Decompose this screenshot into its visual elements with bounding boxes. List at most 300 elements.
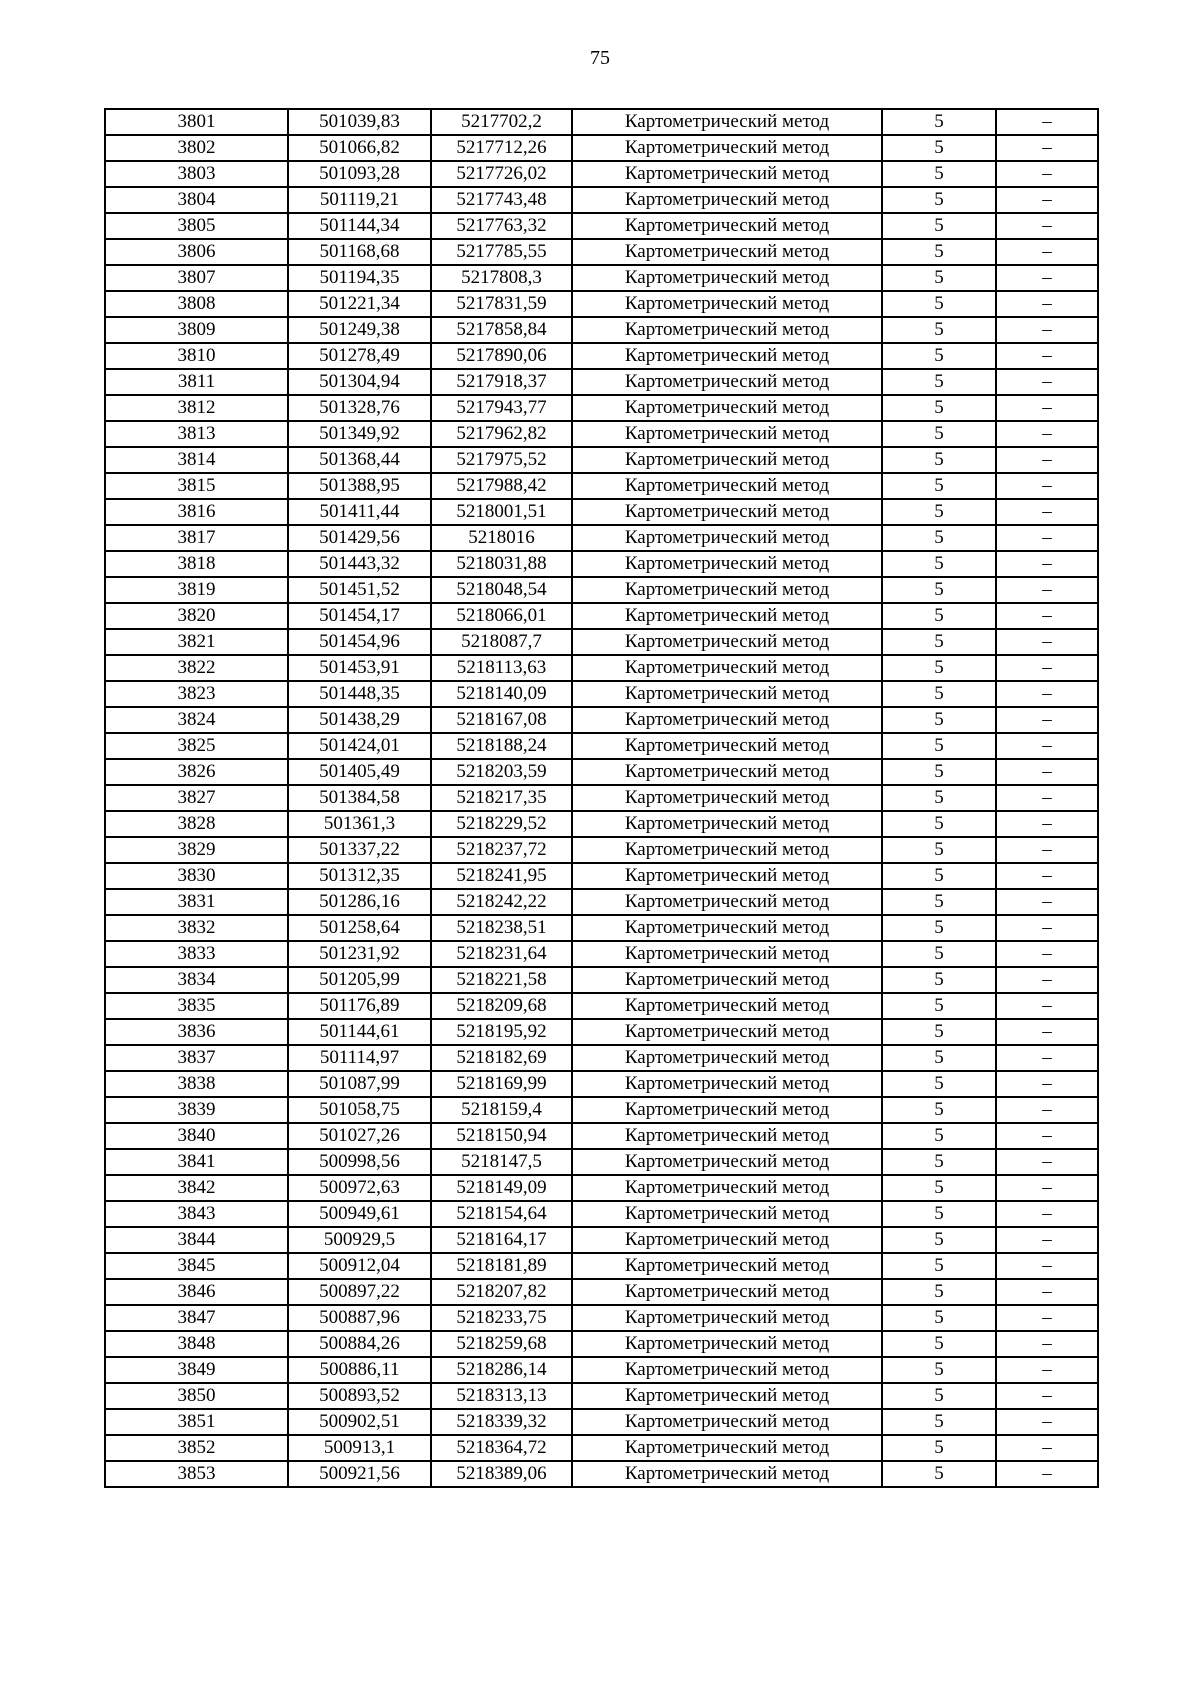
cell-y: 5218238,51 [431, 915, 572, 941]
cell-point: 3831 [105, 889, 288, 915]
cell-point: 3809 [105, 317, 288, 343]
cell-point: 3847 [105, 1305, 288, 1331]
cell-note: – [996, 863, 1098, 889]
cell-note: – [996, 1383, 1098, 1409]
cell-note: – [996, 1123, 1098, 1149]
table-row [105, 785, 1098, 811]
cell-method: Картометрический метод [572, 967, 882, 993]
cell-point: 3846 [105, 1279, 288, 1305]
cell-y: 5218149,09 [431, 1175, 572, 1201]
cell-x: 501454,96 [288, 629, 431, 655]
cell-note: – [996, 1175, 1098, 1201]
table-row [105, 291, 1098, 317]
cell-point: 3828 [105, 811, 288, 837]
cell-accuracy: 5 [882, 785, 996, 811]
cell-point: 3838 [105, 1071, 288, 1097]
cell-method: Картометрический метод [572, 187, 882, 213]
cell-x: 501221,34 [288, 291, 431, 317]
cell-x: 500893,52 [288, 1383, 431, 1409]
cell-method: Картометрический метод [572, 1409, 882, 1435]
cell-y: 5217918,37 [431, 369, 572, 395]
cell-note: – [996, 629, 1098, 655]
cell-point: 3803 [105, 161, 288, 187]
cell-point: 3833 [105, 941, 288, 967]
table-row [105, 395, 1098, 421]
cell-y: 5217702,2 [431, 109, 572, 135]
cell-method: Картометрический метод [572, 343, 882, 369]
cell-note: – [996, 1409, 1098, 1435]
cell-method: Картометрический метод [572, 1435, 882, 1461]
cell-note: – [996, 967, 1098, 993]
cell-y: 5218147,5 [431, 1149, 572, 1175]
cell-x: 501039,83 [288, 109, 431, 135]
cell-point: 3842 [105, 1175, 288, 1201]
table-row [105, 1357, 1098, 1383]
cell-point: 3807 [105, 265, 288, 291]
cell-accuracy: 5 [882, 707, 996, 733]
cell-method: Картометрический метод [572, 291, 882, 317]
cell-note: – [996, 1253, 1098, 1279]
cell-note: – [996, 317, 1098, 343]
cell-accuracy: 5 [882, 109, 996, 135]
cell-method: Картометрический метод [572, 1279, 882, 1305]
cell-point: 3823 [105, 681, 288, 707]
cell-method: Картометрический метод [572, 1331, 882, 1357]
cell-note: – [996, 187, 1098, 213]
table-row [105, 915, 1098, 941]
table-row [105, 109, 1098, 135]
cell-accuracy: 5 [882, 421, 996, 447]
cell-method: Картометрический метод [572, 1227, 882, 1253]
cell-note: – [996, 1461, 1098, 1487]
cell-note: – [996, 655, 1098, 681]
cell-note: – [996, 1201, 1098, 1227]
cell-method: Картометрический метод [572, 837, 882, 863]
cell-note: – [996, 473, 1098, 499]
cell-accuracy: 5 [882, 915, 996, 941]
cell-y: 5217988,42 [431, 473, 572, 499]
cell-accuracy: 5 [882, 473, 996, 499]
cell-y: 5218181,89 [431, 1253, 572, 1279]
table-row [105, 993, 1098, 1019]
cell-y: 5217975,52 [431, 447, 572, 473]
cell-y: 5218242,22 [431, 889, 572, 915]
table-row [105, 707, 1098, 733]
table-row [105, 1253, 1098, 1279]
cell-point: 3848 [105, 1331, 288, 1357]
cell-accuracy: 5 [882, 577, 996, 603]
cell-y: 5218241,95 [431, 863, 572, 889]
cell-x: 501337,22 [288, 837, 431, 863]
cell-x: 501429,56 [288, 525, 431, 551]
cell-point: 3815 [105, 473, 288, 499]
cell-y: 5218286,14 [431, 1357, 572, 1383]
cell-note: – [996, 603, 1098, 629]
cell-accuracy: 5 [882, 1279, 996, 1305]
cell-method: Картометрический метод [572, 1357, 882, 1383]
cell-method: Картометрический метод [572, 1149, 882, 1175]
cell-y: 5218048,54 [431, 577, 572, 603]
table-row [105, 1305, 1098, 1331]
cell-point: 3820 [105, 603, 288, 629]
cell-y: 5218154,64 [431, 1201, 572, 1227]
cell-accuracy: 5 [882, 759, 996, 785]
table-row [105, 1409, 1098, 1435]
cell-note: – [996, 421, 1098, 447]
table-row [105, 1227, 1098, 1253]
cell-accuracy: 5 [882, 291, 996, 317]
cell-y: 5217831,59 [431, 291, 572, 317]
cell-method: Картометрический метод [572, 1071, 882, 1097]
cell-x: 501144,61 [288, 1019, 431, 1045]
cell-accuracy: 5 [882, 1149, 996, 1175]
cell-note: – [996, 551, 1098, 577]
cell-note: – [996, 1305, 1098, 1331]
cell-x: 501368,44 [288, 447, 431, 473]
cell-point: 3805 [105, 213, 288, 239]
cell-method: Картометрический метод [572, 1383, 882, 1409]
cell-accuracy: 5 [882, 525, 996, 551]
cell-x: 501453,91 [288, 655, 431, 681]
cell-method: Картометрический метод [572, 811, 882, 837]
cell-point: 3826 [105, 759, 288, 785]
cell-method: Картометрический метод [572, 915, 882, 941]
cell-accuracy: 5 [882, 135, 996, 161]
table-row [105, 1383, 1098, 1409]
cell-point: 3853 [105, 1461, 288, 1487]
cell-note: – [996, 577, 1098, 603]
table-row [105, 499, 1098, 525]
cell-x: 501205,99 [288, 967, 431, 993]
cell-point: 3852 [105, 1435, 288, 1461]
cell-point: 3819 [105, 577, 288, 603]
cell-accuracy: 5 [882, 187, 996, 213]
cell-point: 3804 [105, 187, 288, 213]
cell-point: 3845 [105, 1253, 288, 1279]
cell-y: 5217743,48 [431, 187, 572, 213]
cell-method: Картометрический метод [572, 655, 882, 681]
table-row [105, 421, 1098, 447]
cell-y: 5218209,68 [431, 993, 572, 1019]
cell-y: 5217726,02 [431, 161, 572, 187]
table-row [105, 343, 1098, 369]
cell-note: – [996, 759, 1098, 785]
cell-accuracy: 5 [882, 1175, 996, 1201]
cell-note: – [996, 811, 1098, 837]
cell-method: Картометрический метод [572, 525, 882, 551]
cell-method: Картометрический метод [572, 681, 882, 707]
cell-y: 5218169,99 [431, 1071, 572, 1097]
cell-x: 501443,32 [288, 551, 431, 577]
cell-point: 3840 [105, 1123, 288, 1149]
cell-method: Картометрический метод [572, 707, 882, 733]
cell-accuracy: 5 [882, 1409, 996, 1435]
table-row [105, 629, 1098, 655]
cell-x: 501312,35 [288, 863, 431, 889]
cell-y: 5218087,7 [431, 629, 572, 655]
cell-note: – [996, 1097, 1098, 1123]
cell-note: – [996, 707, 1098, 733]
cell-y: 5218313,13 [431, 1383, 572, 1409]
cell-method: Картометрический метод [572, 629, 882, 655]
cell-method: Картометрический метод [572, 161, 882, 187]
cell-point: 3825 [105, 733, 288, 759]
cell-accuracy: 5 [882, 369, 996, 395]
cell-y: 5218150,94 [431, 1123, 572, 1149]
cell-accuracy: 5 [882, 1227, 996, 1253]
table-row [105, 1331, 1098, 1357]
table-row [105, 1175, 1098, 1201]
cell-method: Картометрический метод [572, 135, 882, 161]
cell-point: 3824 [105, 707, 288, 733]
cell-x: 500912,04 [288, 1253, 431, 1279]
cell-point: 3834 [105, 967, 288, 993]
cell-point: 3832 [105, 915, 288, 941]
cell-method: Картометрический метод [572, 759, 882, 785]
cell-point: 3835 [105, 993, 288, 1019]
cell-point: 3830 [105, 863, 288, 889]
cell-method: Картометрический метод [572, 1201, 882, 1227]
table-row [105, 1461, 1098, 1487]
cell-accuracy: 5 [882, 941, 996, 967]
cell-y: 5218140,09 [431, 681, 572, 707]
cell-y: 5218233,75 [431, 1305, 572, 1331]
cell-x: 501058,75 [288, 1097, 431, 1123]
cell-accuracy: 5 [882, 1461, 996, 1487]
table-row [105, 889, 1098, 915]
cell-point: 3850 [105, 1383, 288, 1409]
cell-accuracy: 5 [882, 1253, 996, 1279]
table-row [105, 473, 1098, 499]
table-row [105, 759, 1098, 785]
cell-method: Картометрический метод [572, 317, 882, 343]
cell-accuracy: 5 [882, 447, 996, 473]
cell-x: 501361,3 [288, 811, 431, 837]
table-row [105, 447, 1098, 473]
cell-y: 5218237,72 [431, 837, 572, 863]
cell-x: 501286,16 [288, 889, 431, 915]
table-row [105, 1019, 1098, 1045]
cell-x: 501384,58 [288, 785, 431, 811]
cell-x: 500897,22 [288, 1279, 431, 1305]
cell-note: – [996, 1149, 1098, 1175]
cell-x: 501176,89 [288, 993, 431, 1019]
cell-note: – [996, 785, 1098, 811]
cell-note: – [996, 447, 1098, 473]
cell-note: – [996, 395, 1098, 421]
cell-note: – [996, 291, 1098, 317]
cell-y: 5218339,32 [431, 1409, 572, 1435]
cell-accuracy: 5 [882, 551, 996, 577]
cell-x: 500949,61 [288, 1201, 431, 1227]
cell-note: – [996, 1227, 1098, 1253]
cell-x: 500972,63 [288, 1175, 431, 1201]
cell-x: 500884,26 [288, 1331, 431, 1357]
cell-x: 500921,56 [288, 1461, 431, 1487]
cell-note: – [996, 733, 1098, 759]
cell-y: 5218195,92 [431, 1019, 572, 1045]
cell-note: – [996, 837, 1098, 863]
cell-y: 5218167,08 [431, 707, 572, 733]
cell-method: Картометрический метод [572, 785, 882, 811]
cell-x: 501258,64 [288, 915, 431, 941]
cell-x: 501349,92 [288, 421, 431, 447]
cell-accuracy: 5 [882, 317, 996, 343]
table-row [105, 1123, 1098, 1149]
table-row [105, 1279, 1098, 1305]
cell-method: Картометрический метод [572, 1461, 882, 1487]
cell-y: 5218217,35 [431, 785, 572, 811]
page-number: 75 [590, 47, 610, 69]
cell-point: 3812 [105, 395, 288, 421]
cell-accuracy: 5 [882, 1071, 996, 1097]
table-row [105, 837, 1098, 863]
cell-x: 500887,96 [288, 1305, 431, 1331]
cell-accuracy: 5 [882, 395, 996, 421]
cell-y: 5218207,82 [431, 1279, 572, 1305]
table-row [105, 265, 1098, 291]
table-row [105, 733, 1098, 759]
cell-note: – [996, 239, 1098, 265]
cell-x: 501027,26 [288, 1123, 431, 1149]
cell-x: 501405,49 [288, 759, 431, 785]
cell-accuracy: 5 [882, 1019, 996, 1045]
cell-y: 5218259,68 [431, 1331, 572, 1357]
table-row [105, 811, 1098, 837]
cell-method: Картометрический метод [572, 213, 882, 239]
cell-method: Картометрический метод [572, 603, 882, 629]
table-row [105, 941, 1098, 967]
cell-accuracy: 5 [882, 265, 996, 291]
cell-x: 501304,94 [288, 369, 431, 395]
cell-x: 501168,68 [288, 239, 431, 265]
cell-point: 3841 [105, 1149, 288, 1175]
cell-y: 5218031,88 [431, 551, 572, 577]
cell-y: 5218001,51 [431, 499, 572, 525]
cell-y: 5217858,84 [431, 317, 572, 343]
table-row [105, 135, 1098, 161]
table-row [105, 603, 1098, 629]
cell-y: 5218066,01 [431, 603, 572, 629]
cell-accuracy: 5 [882, 863, 996, 889]
table-row [105, 681, 1098, 707]
cell-x: 501451,52 [288, 577, 431, 603]
table-row [105, 1071, 1098, 1097]
cell-accuracy: 5 [882, 603, 996, 629]
cell-point: 3813 [105, 421, 288, 447]
cell-method: Картометрический метод [572, 1123, 882, 1149]
cell-point: 3817 [105, 525, 288, 551]
cell-method: Картометрический метод [572, 889, 882, 915]
cell-x: 501388,95 [288, 473, 431, 499]
cell-accuracy: 5 [882, 1123, 996, 1149]
cell-note: – [996, 941, 1098, 967]
cell-y: 5218113,63 [431, 655, 572, 681]
cell-accuracy: 5 [882, 1435, 996, 1461]
cell-method: Картометрический метод [572, 369, 882, 395]
cell-accuracy: 5 [882, 811, 996, 837]
cell-accuracy: 5 [882, 733, 996, 759]
cell-method: Картометрический метод [572, 1305, 882, 1331]
table-row [105, 187, 1098, 213]
cell-method: Картометрический метод [572, 109, 882, 135]
cell-x: 501093,28 [288, 161, 431, 187]
cell-y: 5217763,32 [431, 213, 572, 239]
coordinates-table [104, 108, 1099, 1488]
cell-accuracy: 5 [882, 655, 996, 681]
cell-y: 5218016 [431, 525, 572, 551]
table-row [105, 1435, 1098, 1461]
cell-accuracy: 5 [882, 1357, 996, 1383]
cell-point: 3802 [105, 135, 288, 161]
table-row [105, 1097, 1098, 1123]
cell-y: 5218164,17 [431, 1227, 572, 1253]
cell-y: 5218221,58 [431, 967, 572, 993]
table-row [105, 213, 1098, 239]
cell-method: Картометрический метод [572, 1097, 882, 1123]
cell-method: Картометрический метод [572, 473, 882, 499]
cell-note: – [996, 499, 1098, 525]
table-row [105, 317, 1098, 343]
cell-note: – [996, 1045, 1098, 1071]
cell-note: – [996, 265, 1098, 291]
cell-x: 501066,82 [288, 135, 431, 161]
cell-note: – [996, 915, 1098, 941]
cell-y: 5218182,69 [431, 1045, 572, 1071]
cell-x: 501144,34 [288, 213, 431, 239]
cell-x: 501424,01 [288, 733, 431, 759]
cell-x: 501249,38 [288, 317, 431, 343]
cell-method: Картометрический метод [572, 1253, 882, 1279]
cell-method: Картометрический метод [572, 993, 882, 1019]
cell-point: 3821 [105, 629, 288, 655]
cell-method: Картометрический метод [572, 239, 882, 265]
cell-point: 3801 [105, 109, 288, 135]
cell-accuracy: 5 [882, 1331, 996, 1357]
cell-x: 500902,51 [288, 1409, 431, 1435]
cell-note: – [996, 1435, 1098, 1461]
cell-accuracy: 5 [882, 499, 996, 525]
table-row [105, 655, 1098, 681]
cell-note: – [996, 369, 1098, 395]
cell-note: – [996, 1279, 1098, 1305]
cell-method: Картометрический метод [572, 577, 882, 603]
cell-note: – [996, 135, 1098, 161]
cell-y: 5217890,06 [431, 343, 572, 369]
cell-accuracy: 5 [882, 1201, 996, 1227]
cell-y: 5217785,55 [431, 239, 572, 265]
cell-method: Картометрический метод [572, 941, 882, 967]
cell-point: 3836 [105, 1019, 288, 1045]
table-row [105, 967, 1098, 993]
cell-accuracy: 5 [882, 239, 996, 265]
cell-y: 5218389,06 [431, 1461, 572, 1487]
table-row [105, 1149, 1098, 1175]
cell-x: 501087,99 [288, 1071, 431, 1097]
cell-y: 5218364,72 [431, 1435, 572, 1461]
cell-method: Картометрический метод [572, 1045, 882, 1071]
cell-note: – [996, 1019, 1098, 1045]
cell-method: Картометрический метод [572, 733, 882, 759]
cell-y: 5217943,77 [431, 395, 572, 421]
cell-x: 501411,44 [288, 499, 431, 525]
cell-x: 501454,17 [288, 603, 431, 629]
cell-x: 500998,56 [288, 1149, 431, 1175]
cell-point: 3849 [105, 1357, 288, 1383]
cell-note: – [996, 889, 1098, 915]
cell-method: Картометрический метод [572, 863, 882, 889]
cell-note: – [996, 1071, 1098, 1097]
